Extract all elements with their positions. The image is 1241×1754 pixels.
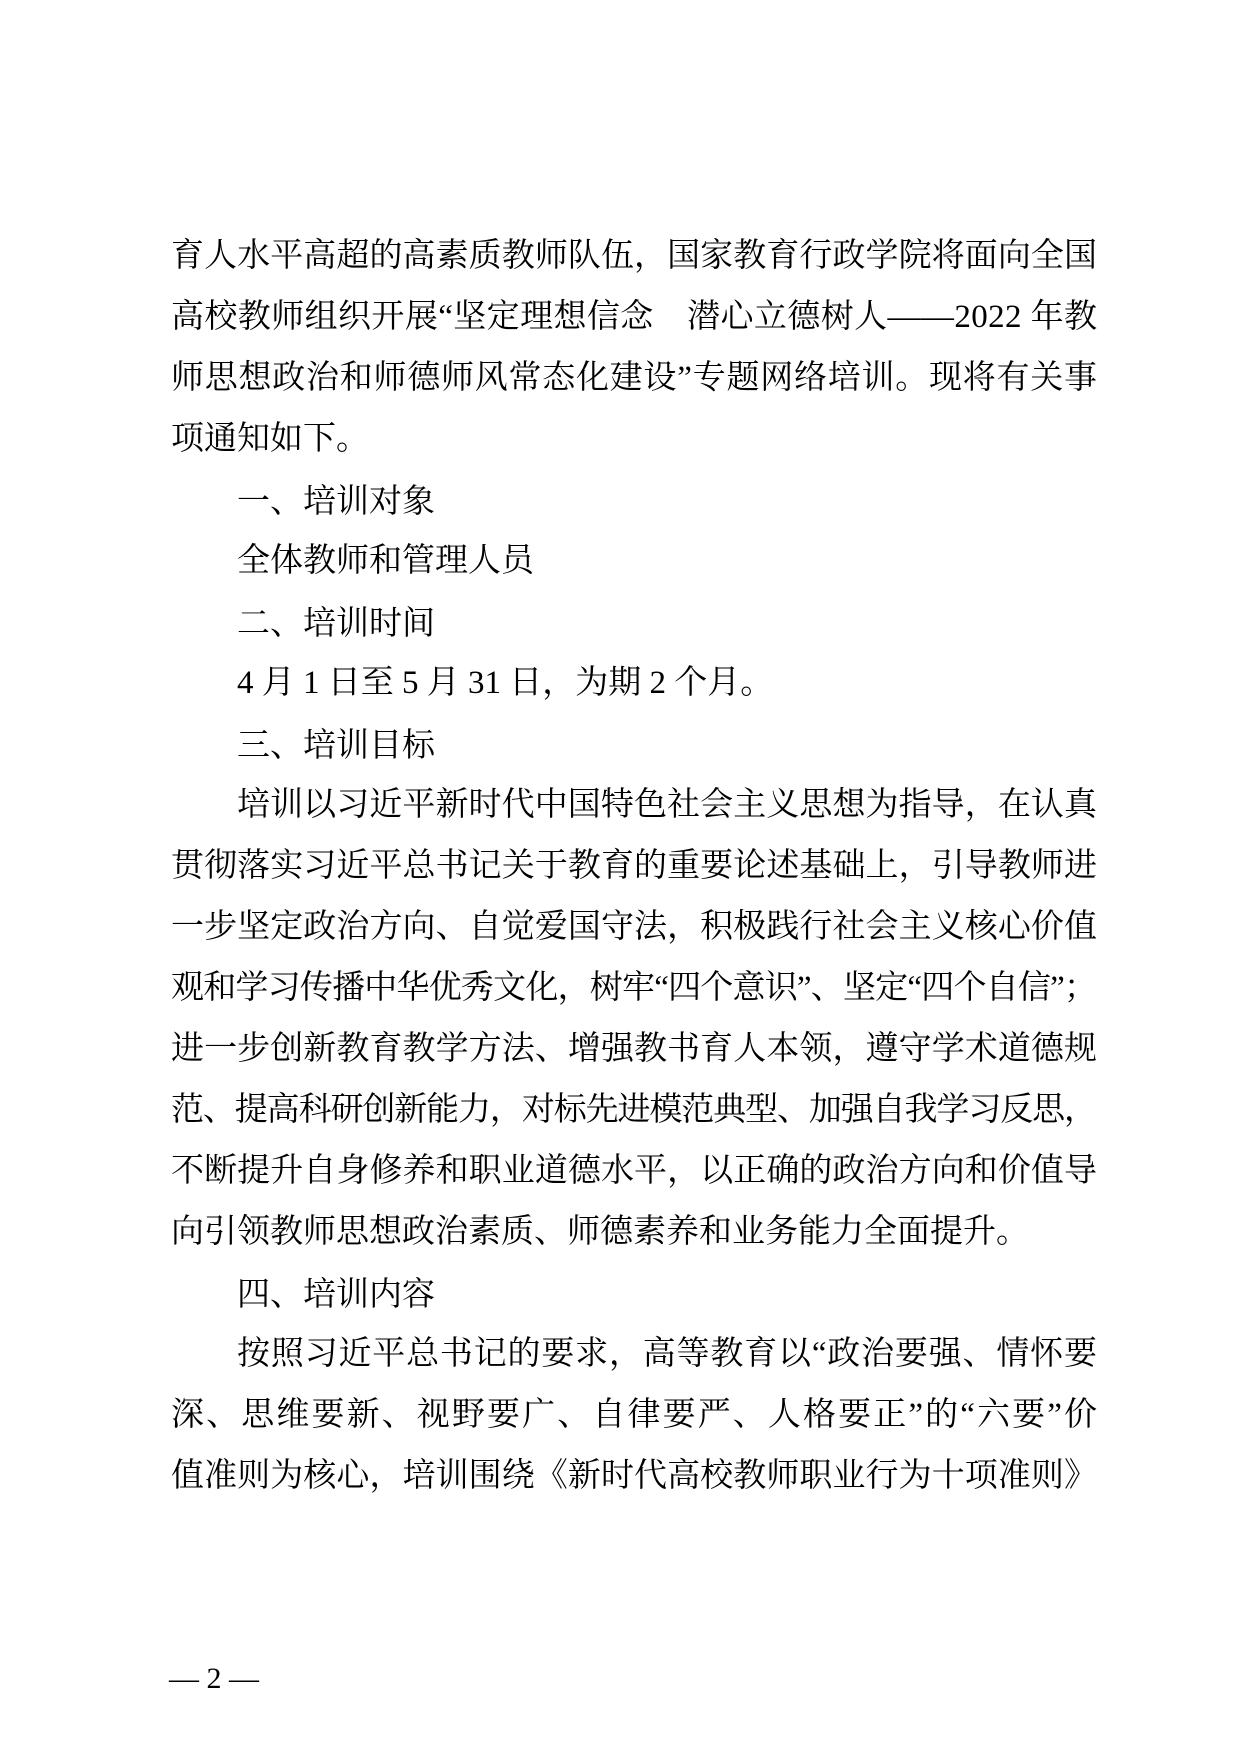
paragraph-line: 育人水平高超的高素质教师队伍，国家教育行政学院将面向全国 (171, 238, 1098, 274)
paragraph-line: 贯彻落实习近平总书记关于教育的重要论述基础上，引导教师进 (171, 848, 1098, 884)
paragraph-line: 全体教师和管理人员 (237, 543, 534, 579)
heading-training-time: 二、培训时间 (237, 604, 435, 641)
heading-training-audience: 一、培训对象 (237, 482, 435, 519)
paragraph-line: 范、提高科研创新能力，对标先进模范典型、加强自我学习反思， (171, 1092, 1096, 1128)
heading-training-goals: 三、培训目标 (237, 726, 435, 763)
paragraph-line: 按照习近平总书记的要求，高等教育以“政治要强、情怀要 (237, 1336, 1098, 1372)
paragraph-line: 师思想政治和师德师风常态化建设”专题网络培训。现将有关事 (171, 360, 1098, 396)
paragraph-line: 深、思维要新、视野要广、自律要严、人格要正”的“六要”价 (171, 1397, 1100, 1433)
paragraph-line: 培训以习近平新时代中国特色社会主义思想为指导，在认真 (237, 787, 1098, 823)
page-number: — 2 — (169, 1662, 259, 1695)
paragraph-line: 4 月 1 日至 5 月 31 日，为期 2 个月。 (237, 665, 774, 701)
paragraph-line: 一步坚定政治方向、自觉爱国守法，积极践行社会主义核心价值 (171, 909, 1098, 945)
paragraph-line: 值准则为核心，培训围绕《新时代高校教师职业行为十项准则》 (171, 1458, 1098, 1494)
heading-training-content: 四、培训内容 (237, 1275, 435, 1312)
paragraph-line: 进一步创新教育教学方法、增强教书育人本领，遵守学术道德规 (171, 1031, 1098, 1067)
paragraph-line: 高校教师组织开展“坚定理想信念 潜心立德树人——2022 年教 (171, 299, 1098, 335)
document-body (171, 226, 1100, 1507)
paragraph-line: 向引领教师思想政治素质、师德素养和业务能力全面提升。 (171, 1214, 1029, 1250)
paragraph-line: 项通知如下。 (171, 421, 369, 457)
paragraph-line: 不断提升自身修养和职业道德水平，以正确的政治方向和价值导 (171, 1153, 1098, 1189)
paragraph-line: 观和学习传播中华优秀文化，树牢“四个意识”、坚定“四个自信”； (171, 970, 1097, 1006)
